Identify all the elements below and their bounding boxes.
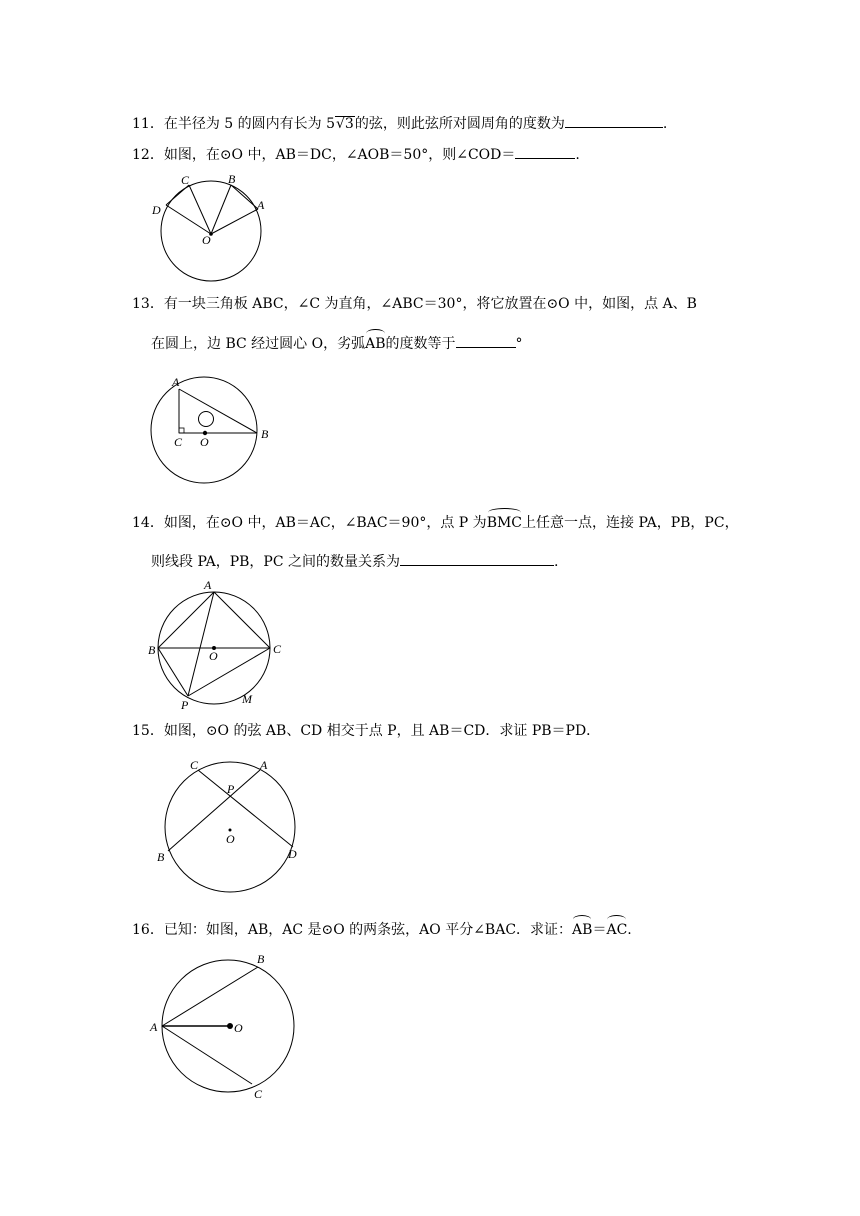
arc-bmc: BMC	[486, 515, 523, 531]
label-c: C	[254, 1087, 263, 1101]
question-14-line1: 14．如图，在⊙O 中，AB＝AC，∠BAC＝90°，点 P 为BMC上任意一点，连接 PA，PB，PC，	[132, 515, 739, 531]
answer-blank	[456, 333, 516, 348]
label-b: B	[228, 172, 236, 186]
arc-ab: AB	[365, 336, 386, 352]
question-number: 14．	[132, 515, 164, 531]
figure-q16	[148, 950, 308, 1105]
figure-q15	[150, 755, 310, 895]
question-11: 11．在半径为 5 的圆内有长为 5√3的弦，则此弦所对圆周角的度数为 .	[132, 113, 667, 134]
label-b: B	[148, 643, 156, 657]
arc-ab: AB	[572, 922, 593, 938]
label-c: C	[273, 642, 282, 656]
label-a: A	[257, 198, 265, 212]
label-o: O	[226, 832, 235, 846]
label-o: O	[200, 435, 209, 449]
label-a: A	[260, 758, 268, 772]
label-o: O	[234, 1021, 243, 1035]
label-d: D	[152, 203, 161, 217]
arc-ac: AC	[606, 922, 628, 938]
label-p: P	[181, 698, 189, 712]
label-b: B	[257, 952, 265, 966]
question-number: 15．	[132, 723, 164, 739]
figure-q12	[148, 170, 273, 285]
label-c: C	[190, 758, 199, 772]
label-o: O	[202, 233, 211, 247]
question-number: 11．	[132, 116, 164, 132]
label-c: C	[181, 173, 190, 187]
question-12: 12．如图，在⊙O 中，AB＝DC，∠AOB＝50°，则∠COD＝ .	[132, 144, 580, 165]
question-14-line2: 则线段 PA，PB，PC 之间的数量关系为 .	[151, 551, 558, 572]
label-d: D	[288, 847, 297, 861]
question-16: 16．已知：如图，AB，AC 是⊙O 的两条弦，AO 平分∠BAC．求证：AB＝AC.	[132, 922, 632, 938]
label-p: P	[227, 782, 235, 796]
answer-blank	[515, 144, 575, 159]
answer-blank	[565, 113, 663, 128]
question-number: 12．	[132, 147, 164, 163]
figure-q13	[148, 374, 273, 489]
question-number: 13．	[132, 296, 164, 312]
label-a: A	[172, 375, 180, 389]
question-13-line2: 在圆上，边 BC 经过圆心 O，劣弧AB的度数等于 °	[151, 333, 523, 354]
label-a: A	[150, 1020, 158, 1034]
sqrt-radical: √3	[336, 116, 354, 132]
label-c: C	[174, 435, 183, 449]
question-15: 15．如图，⊙O 的弦 AB、CD 相交于点 P，且 AB＝CD．求证 PB＝PD．	[132, 723, 601, 739]
label-b: B	[261, 427, 269, 441]
question-number: 16．	[132, 922, 164, 938]
label-m: M	[242, 692, 252, 706]
label-b: B	[157, 850, 165, 864]
figure-q14	[146, 577, 291, 712]
question-13-line1: 13．有一块三角板 ABC，∠C 为直角，∠ABC＝30°，将它放置在⊙O 中，如图，点 A、B	[132, 296, 697, 312]
answer-blank	[400, 551, 554, 566]
label-o: O	[209, 649, 218, 663]
label-a: A	[204, 578, 212, 592]
